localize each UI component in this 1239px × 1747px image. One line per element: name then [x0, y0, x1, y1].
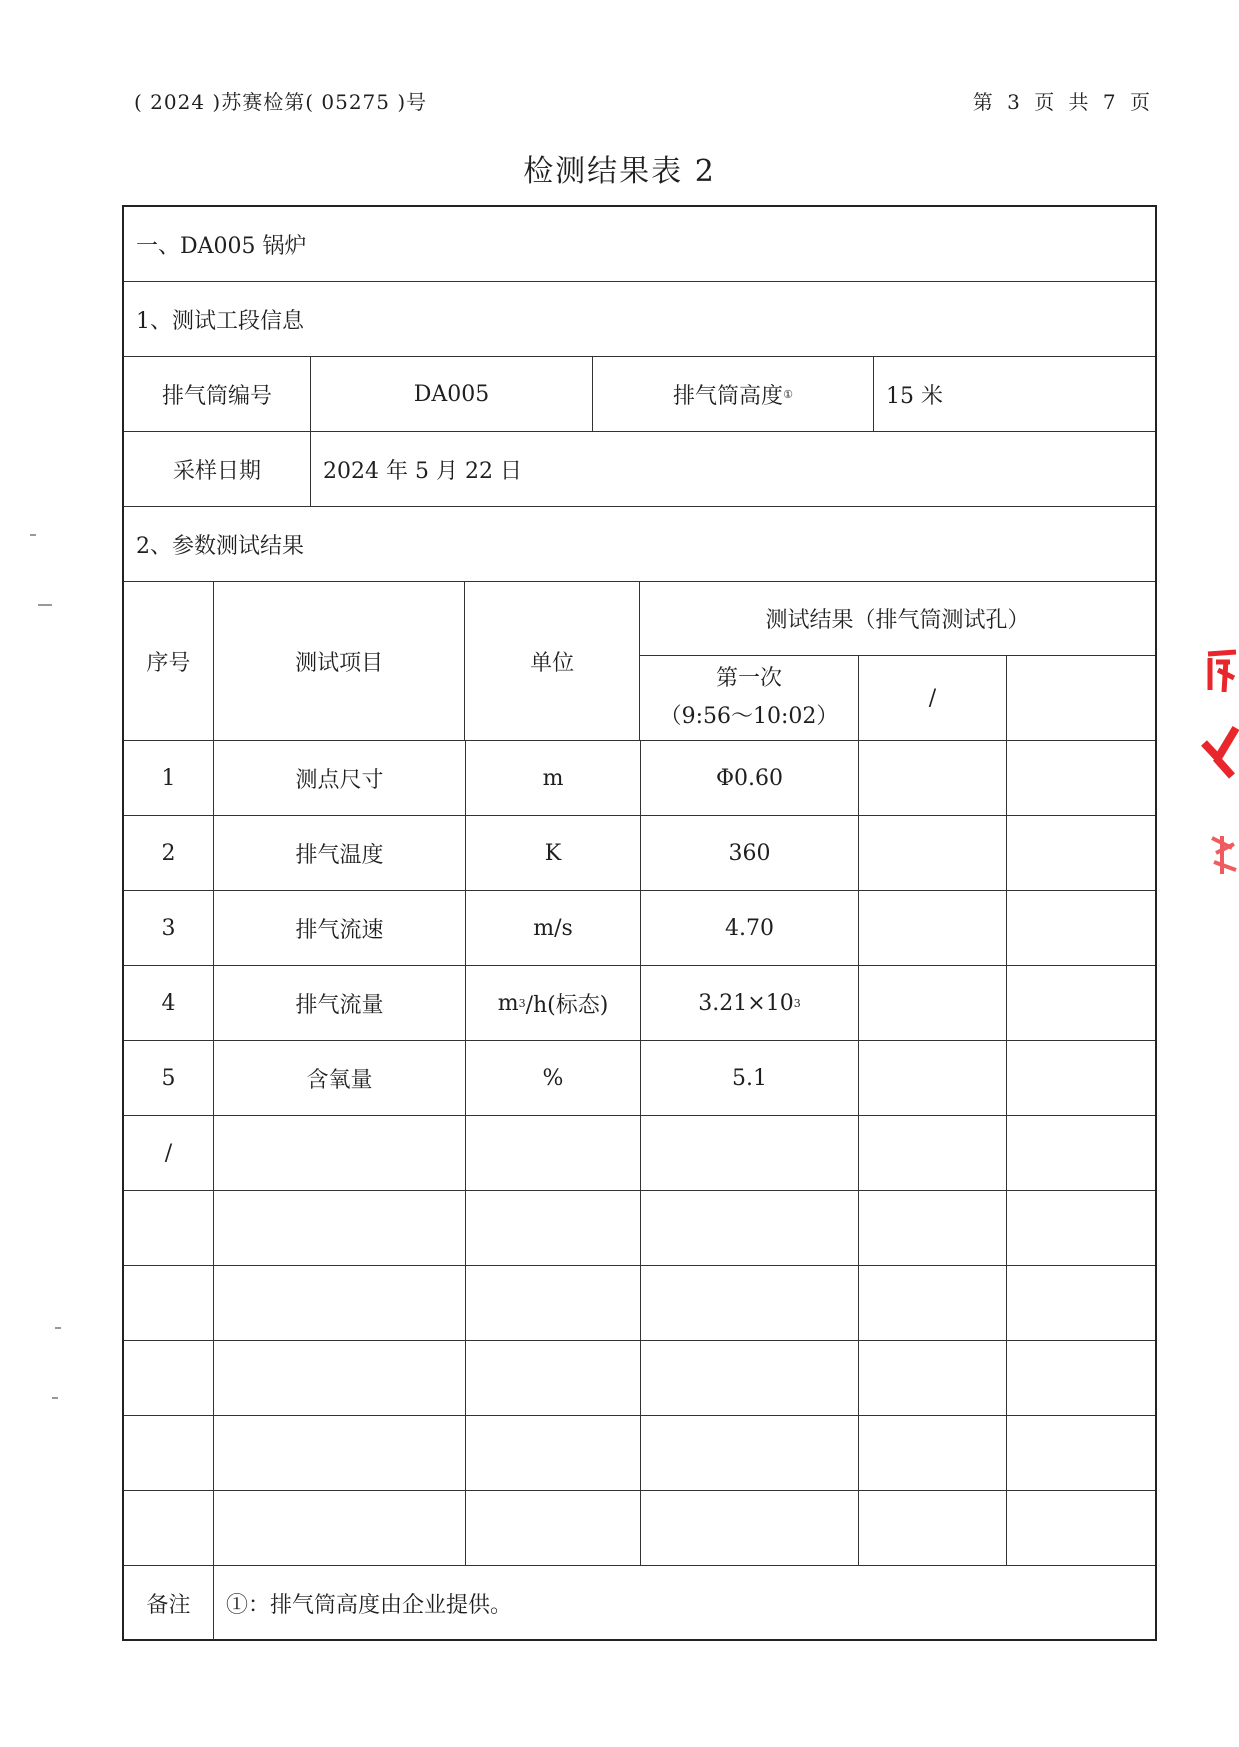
section-params-row — [124, 506, 1155, 581]
page-title: 检测结果表 2 — [523, 154, 716, 189]
unit-cell: m 3 /h(标态) — [465, 966, 640, 1040]
item-cell: 排气温度 — [213, 816, 465, 890]
empty-row — [124, 1340, 1155, 1415]
item-cell — [213, 1116, 465, 1190]
run3-cell — [1006, 891, 1155, 965]
seq-cell: 5 — [161, 1065, 176, 1091]
run2-cell — [858, 741, 1006, 815]
col-header-seq: 序号 — [146, 650, 191, 676]
run2-cell — [858, 816, 1006, 890]
col-header-unit: 单位 — [464, 582, 639, 740]
unit-cell: m — [465, 741, 640, 815]
run1-cell: Φ0.60 — [640, 741, 858, 815]
remark-row — [124, 1565, 1155, 1639]
scan-speck — [30, 534, 36, 536]
table-row — [124, 965, 1155, 1040]
unit-cell: m/s — [465, 891, 640, 965]
col-header-result-group — [639, 582, 1155, 740]
sampling-date-value: 2024 年 5 月 22 日 — [310, 432, 1155, 506]
seal-marks — [1204, 652, 1236, 874]
seq-cell: 3 — [161, 915, 176, 941]
seal-stamp-icon — [1196, 648, 1239, 888]
col-header-run1: 第一次 （9:56～10:02） — [659, 666, 839, 729]
empty-row — [124, 1415, 1155, 1490]
stack-height-value: 15 米 — [873, 357, 1155, 431]
item-cell: 排气流速 — [213, 891, 465, 965]
section-param-results: 2、参数测试结果 — [136, 533, 304, 559]
results-header — [124, 581, 1155, 740]
seq-cell: 1 — [161, 765, 176, 791]
run3-cell — [1006, 1041, 1155, 1115]
col-header-item: 测试项目 — [213, 582, 465, 740]
sampling-date-row — [124, 431, 1155, 506]
run3-cell — [1006, 1116, 1155, 1190]
stack-info-row — [124, 356, 1155, 431]
stack-height-label: 排气筒高度 ① — [592, 357, 873, 431]
remark-label: 备注 — [146, 1592, 191, 1618]
stack-number-label: 排气筒编号 — [161, 383, 272, 409]
empty-row — [124, 1490, 1155, 1565]
table-row — [124, 740, 1155, 815]
col-header-run2: / — [858, 656, 1006, 740]
sampling-date-label: 采样日期 — [172, 458, 261, 484]
run1-cell: 5.1 — [640, 1041, 858, 1115]
unit-cell: % — [465, 1041, 640, 1115]
run2-cell — [858, 1041, 1006, 1115]
scan-speck — [52, 1397, 58, 1399]
run1-cell: 360 — [640, 816, 858, 890]
report-number: ( 2024 )苏赛检第( 05275 )号 — [134, 90, 428, 114]
result-sheet — [122, 205, 1157, 1641]
table-row — [124, 1115, 1155, 1190]
run1-cell: 4.70 — [640, 891, 858, 965]
scan-speck — [55, 1327, 61, 1329]
section-test-info: 1、测试工段信息 — [136, 308, 304, 334]
table-row — [124, 1040, 1155, 1115]
empty-row — [124, 1190, 1155, 1265]
run1-cell — [640, 1116, 858, 1190]
section-info-row — [124, 281, 1155, 356]
col-header-result: 测试结果（排气筒测试孔） — [640, 582, 1155, 656]
col-header-run3 — [1006, 656, 1155, 740]
stack-number-value: DA005 — [310, 357, 592, 431]
seq-cell: 2 — [161, 840, 176, 866]
run2-cell — [858, 1116, 1006, 1190]
item-cell: 排气流量 — [213, 966, 465, 1040]
item-cell: 测点尺寸 — [213, 741, 465, 815]
table-row — [124, 890, 1155, 965]
run3-cell — [1006, 741, 1155, 815]
run2-cell — [858, 966, 1006, 1040]
footnote-mark: ① — [783, 387, 793, 401]
page-indicator: 第 3 页 共 7 页 — [972, 90, 1151, 114]
section-heading-row — [124, 207, 1155, 281]
seq-cell: 4 — [161, 990, 176, 1016]
run1-cell: 3.21×10 3 — [640, 966, 858, 1040]
scan-speck — [38, 604, 52, 606]
remark-text: ①：排气筒高度由企业提供。 — [213, 1566, 1155, 1640]
unit-cell — [465, 1116, 640, 1190]
run3-cell — [1006, 966, 1155, 1040]
table-row — [124, 815, 1155, 890]
item-cell: 含氧量 — [213, 1041, 465, 1115]
empty-row — [124, 1265, 1155, 1340]
seq-cell: / — [164, 1140, 173, 1166]
run3-cell — [1006, 816, 1155, 890]
unit-cell: K — [465, 816, 640, 890]
run2-cell — [858, 891, 1006, 965]
section-boiler: 一、DA005 锅炉 — [136, 233, 307, 259]
